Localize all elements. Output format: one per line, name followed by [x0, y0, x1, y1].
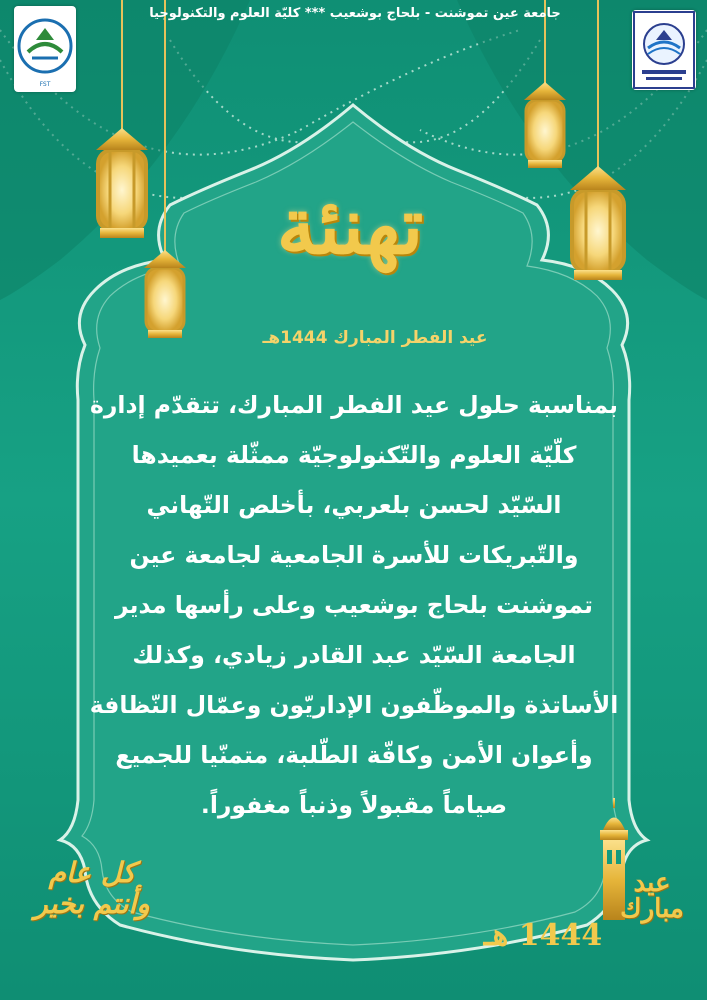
header-title: جامعة عين تموشنت - بلحاج بوشعيب *** كليّة العلوم والتكنولوجيا [149, 6, 561, 21]
message-line: الأساتذة والموظّفون الإداريّون وعمّال النّظافة [89, 691, 619, 719]
message-line: صياماً مقبولاً وذنباً مغفوراً. [200, 791, 508, 819]
message-line: كلّيّة العلوم والتّكنولوجيّة ممثّلة بعميدها [131, 441, 577, 469]
greeting-subtitle: عيد الفطر المبارك 1444هـ [262, 328, 488, 348]
calligraphy-right: عيد مبارك [620, 868, 684, 924]
message-line: والتّبريكات للأسرة الجامعية لجامعة عين [129, 541, 579, 569]
message-line: وأعوان الأمن وكافّة الطّلبة، متمنّيا للجميع [115, 741, 593, 769]
greeting-title: تهنئة [276, 181, 424, 272]
calligraphy-left: كل عام وأنتم بخير [34, 856, 150, 920]
message-line: الجامعة السّيّد عبد القادر زيادي، وكذلك [132, 641, 576, 669]
message-body [88, 380, 620, 830]
svg-text:FST: FST [39, 81, 51, 88]
hijri-year: 1444 هـ [483, 918, 603, 953]
message-line: تموشنت بلحاج بوشعيب وعلى رأسها مدير [115, 591, 593, 619]
university-logo-icon [632, 10, 696, 90]
message-line: بمناسبة حلول عيد الفطر المبارك، تتقدّم إدارة [90, 391, 618, 419]
message-line: السّيّد لحسن بلعربي، بأخلص التّهاني [146, 491, 562, 519]
faculty-logo-icon [14, 6, 76, 92]
